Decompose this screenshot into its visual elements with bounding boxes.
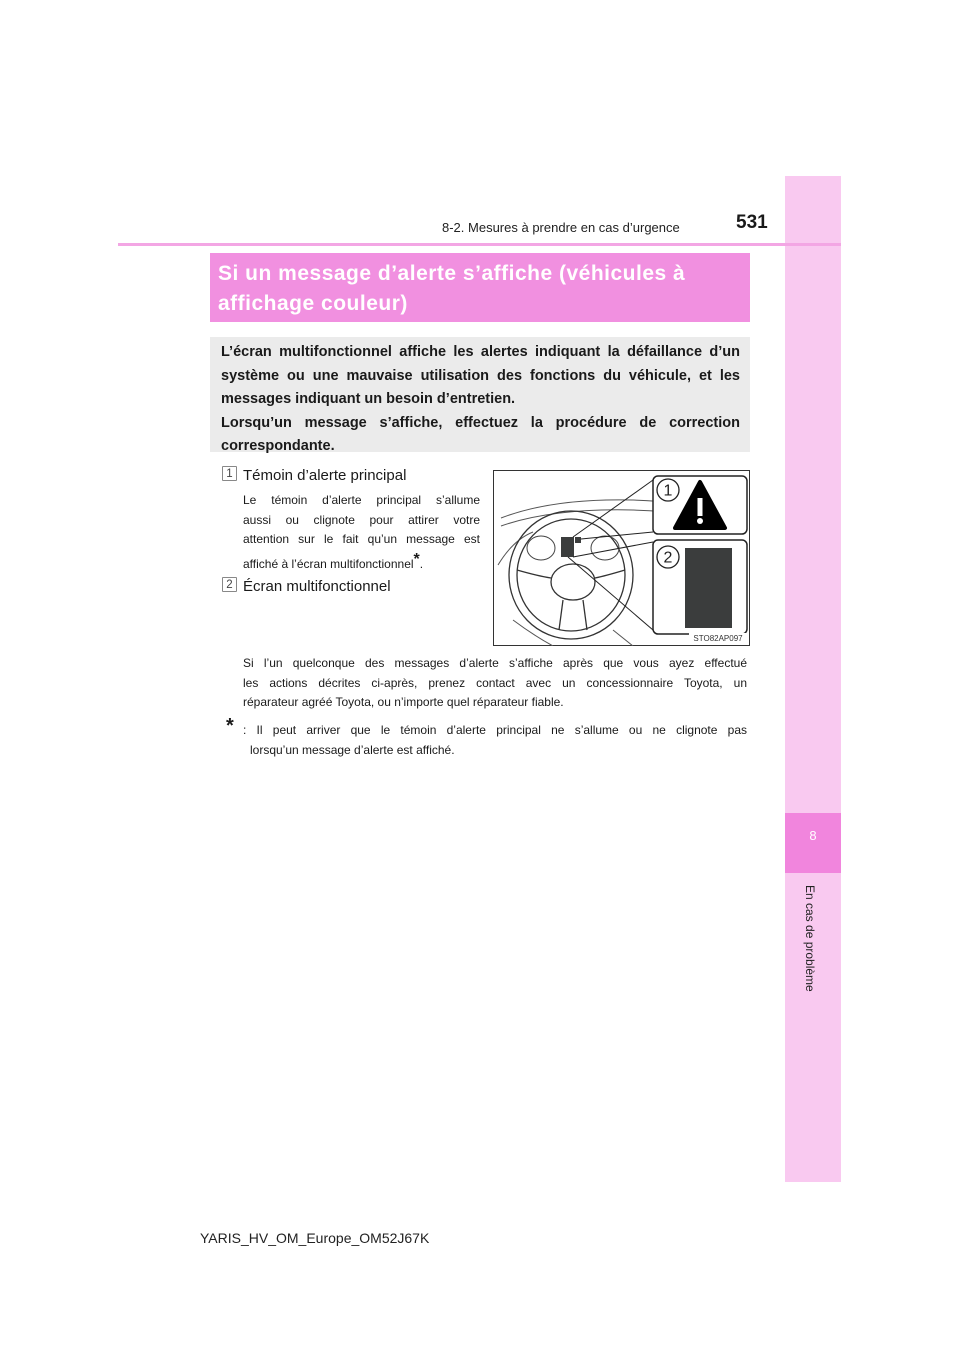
item-description-line: Si l’un quelconque des messages d’alerte s’affiche après que vous ayez effectué (243, 656, 747, 670)
page-heading-line-2: affichage couleur) (218, 292, 408, 315)
chapter-label: En cas de problème (803, 885, 817, 992)
page-number: 531 (736, 212, 768, 233)
footer-document-code: YARIS_HV_OM_Europe_OM52J67K (200, 1230, 430, 1246)
dashboard-illustration (493, 470, 750, 646)
warning-light-small (575, 537, 581, 543)
multi-info-display (685, 548, 732, 628)
footnote-star: * (226, 715, 234, 737)
item-number-badge: 2 (222, 577, 237, 592)
intro-line: messages indiquant un besoin d’entretien. (221, 391, 516, 407)
item-description-text: affiché à l’écran multifonctionnel (243, 556, 414, 571)
section-title: 8-2. Mesures à prendre en cas d’urgence (442, 220, 680, 235)
chapter-tab-active (785, 813, 841, 873)
chapter-number: 8 (809, 828, 817, 843)
item-title: Écran multifonctionnel (243, 578, 391, 595)
page-heading (218, 259, 740, 319)
item-description-line: aussi ou clignote pour attirer votre (243, 512, 480, 527)
chapter-side-strip (785, 176, 841, 1182)
item-description-line: attention sur le fait qu’un message est (243, 532, 480, 546)
item-number-badge: 1 (222, 466, 237, 481)
intro-text (221, 341, 740, 459)
intro-line: Lorsqu’un message s’affiche, effectuez la procédure de correction (221, 414, 740, 431)
header-rule (118, 243, 841, 246)
footnote-mark: * (413, 550, 420, 568)
multi-info-display-small (561, 537, 574, 557)
item-description-line (243, 550, 480, 575)
intro-box (210, 337, 750, 452)
title-banner (210, 253, 750, 322)
item-description (243, 654, 747, 713)
item-description (243, 491, 480, 574)
intro-line: système ou une mauvaise utilisation des fonctions du véhicule, et les (221, 367, 740, 384)
callout-1-number: 1 (663, 482, 673, 500)
footnote-line: : Il peut arriver que le témoin d’alerte principal ne s’allume ou ne clignote pas (243, 723, 747, 737)
item-description-line: réparateur agréé Toyota, ou n’importe quel réparateur fiable. (243, 695, 564, 709)
footnote-text (243, 721, 747, 760)
item-description-line: les actions décrites ci-après, prenez contact avec un concessionnaire Toyota, un (243, 675, 747, 690)
item-description-line: Le témoin d’alerte principal s’allume (243, 493, 480, 507)
intro-line: L’écran multifonctionnel affiche les alertes indiquant la défaillance d’un (221, 344, 740, 360)
footnote-line: lorsqu’un message d’alerte est affiché. (250, 742, 455, 757)
item-description-end: . (419, 556, 424, 571)
intro-line: correspondante. (221, 438, 335, 454)
page-heading-line-1: Si un message d’alerte s’affiche (véhicules à (218, 262, 686, 285)
illustration-code: STO82AP097 (693, 634, 743, 643)
item-title: Témoin d’alerte principal (243, 467, 407, 484)
callout-2-number: 2 (663, 549, 673, 567)
